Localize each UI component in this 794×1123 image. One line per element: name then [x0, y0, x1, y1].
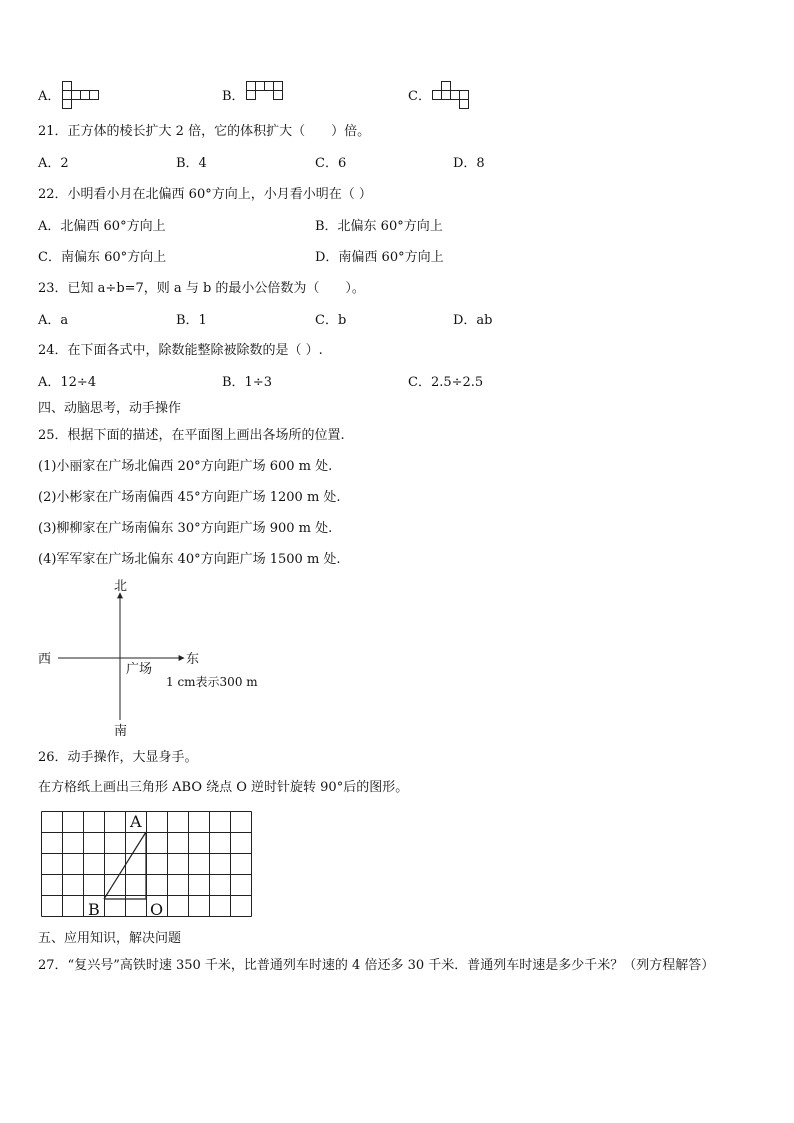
q25-item-3: (3)柳柳家在广场南偏东 30°方向距广场 900 m 处.: [38, 521, 333, 536]
q21-stem: 21．正方体的棱长扩大 2 倍，它的体积扩大（ ）倍。: [38, 124, 371, 139]
north-label: 北: [114, 579, 128, 594]
q20-net-c-figure: [432, 81, 474, 111]
q23-option-c: C．b: [315, 313, 347, 328]
q27-stem: 27．“复兴号”高铁时速 350 千米，比普通列车时速的 4 倍还多 30 千米．普通列车时速是多少千米？（列方程解答）: [38, 958, 715, 973]
q25-item-2: (2)小彬家在广场南偏西 45°方向距广场 1200 m 处.: [38, 490, 341, 505]
section-five-heading: 五、应用知识，解决问题: [38, 931, 182, 946]
q21-option-b: B．4: [176, 156, 207, 171]
q24-option-c: C．2.5÷2.5: [408, 375, 484, 390]
q20-option-b: B．: [222, 89, 245, 104]
q23-option-a: A．a: [38, 313, 69, 328]
q22-option-c: C．南偏东 60°方向上: [38, 250, 167, 265]
q22-option-b: B．北偏东 60°方向上: [315, 219, 443, 234]
q23-option-b: B．1: [176, 313, 207, 328]
q20-option-c: C．: [408, 89, 431, 104]
map-scale-label: 1 cm表示300 m: [166, 675, 258, 689]
q20-net-b-figure: [246, 81, 288, 111]
q24-option-a: A．12÷4: [38, 375, 97, 390]
q22-option-a: A．北偏西 60°方向上: [38, 219, 166, 234]
q20-option-a: A．: [38, 89, 61, 104]
q25-item-4: (4)军军家在广场北偏东 40°方向距广场 1500 m 处.: [38, 552, 341, 567]
q26-instruction: 在方格纸上画出三角形 ABO 绕点 O 逆时针旋转 90°后的图形。: [38, 780, 409, 795]
q21-option-a: A．2: [38, 156, 69, 171]
q22-option-d: D．南偏西 60°方向上: [315, 250, 444, 265]
point-b-label: B: [88, 900, 100, 919]
west-label: 西: [38, 652, 52, 667]
point-o-label: O: [150, 900, 164, 919]
q25-item-1: (1)小丽家在广场北偏西 20°方向距广场 600 m 处.: [38, 459, 333, 474]
q26-stem: 26．动手操作，大显身手。: [38, 750, 198, 765]
q21-option-c: C．6: [315, 156, 347, 171]
q26-grid-paper: [40, 810, 256, 922]
q25-stem: 25．根据下面的描述，在平面图上画出各场所的位置.: [38, 428, 345, 443]
q24-option-b: B．1÷3: [222, 375, 272, 390]
q21-option-d: D．8: [453, 156, 485, 171]
q24-stem: 24．在下面各式中，除数能整除被除数的是（ ）.: [38, 343, 323, 358]
east-label: 东: [186, 652, 200, 667]
q23-stem: 23．已知 a÷b=7，则 a 与 b 的最小公倍数为（ ）。: [38, 281, 365, 296]
q23-option-d: D．ab: [453, 313, 493, 328]
q20-net-a-figure: [62, 81, 102, 111]
south-label: 南: [114, 724, 128, 739]
section-four-heading: 四、动脑思考，动手操作: [38, 401, 182, 416]
point-a-label: A: [130, 812, 142, 831]
plaza-label: 广场: [126, 662, 153, 677]
q22-stem: 22．小明看小月在北偏西 60°方向上，小月看小明在（ ）: [38, 187, 372, 202]
q25-compass-map: [0, 575, 300, 740]
